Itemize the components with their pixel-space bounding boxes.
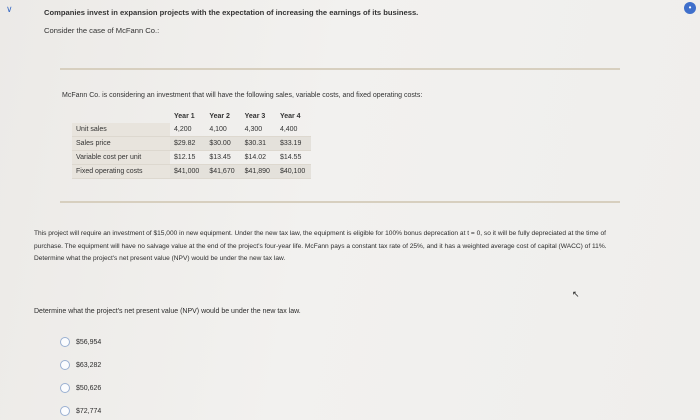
- table-row: [72, 123, 311, 137]
- cursor-arrow-icon: ↖: [572, 289, 580, 299]
- table-cell: $12.15: [170, 151, 205, 165]
- answer-option-1[interactable]: [60, 337, 101, 347]
- radio-button[interactable]: [60, 406, 70, 416]
- radio-button[interactable]: [60, 360, 70, 370]
- option-label: $63,282: [76, 361, 102, 369]
- table-cell: $13.45: [205, 151, 240, 165]
- divider-top: [60, 68, 620, 70]
- row-label: Unit sales: [72, 123, 170, 137]
- table-cell: 4,200: [170, 123, 205, 137]
- table-cell: $30.31: [241, 137, 276, 151]
- radio-button[interactable]: [60, 383, 70, 393]
- table-cell: 4,400: [276, 123, 311, 137]
- table-header-year-4: Year 4: [279, 113, 301, 120]
- table-row: [72, 151, 311, 165]
- table-header-year-3: Year 3: [244, 113, 266, 120]
- table-header-year-2: Year 2: [209, 113, 230, 120]
- table-cell: $40,100: [276, 165, 311, 179]
- row-label: Fixed operating costs: [72, 165, 170, 179]
- info-icon[interactable]: •: [684, 2, 696, 14]
- table-intro: McFann Co. is considering an investment that will have the following sales, variable costs, and fixed operating costs:: [62, 92, 423, 99]
- answer-option-2[interactable]: [60, 360, 101, 370]
- chevron-down-icon[interactable]: ∨: [6, 4, 13, 14]
- table-header-blank: [72, 110, 170, 123]
- table-cell: $41,670: [205, 165, 240, 179]
- table-cell: $14.55: [276, 151, 311, 165]
- cost-table: [72, 110, 311, 179]
- option-label: $50,626: [76, 384, 102, 392]
- radio-button[interactable]: [60, 337, 70, 347]
- row-label: Variable cost per unit: [72, 151, 170, 165]
- option-label: $72,774: [76, 407, 102, 415]
- problem-paragraph: This project will require an investment of $15,000 in new equipment. Under the new tax law, the equipment is eligible for 100% bonus deprecation at t = 0, so it will be fully depreciated at the time of purchase. The equipment will have no salvage value at the end of the project's four-year life. McFann pays a constant tax rate of 25%, and it has a weighted average cost of capital (WACC) of 11%. Determine what the project's net present value (NPV) would be under the new tax law.: [34, 230, 607, 262]
- table-cell: $41,890: [241, 165, 276, 179]
- table-cell: 4,300: [241, 123, 276, 137]
- answer-option-3[interactable]: [60, 383, 101, 393]
- table-cell: $41,000: [170, 165, 205, 179]
- table-cell: $30.00: [205, 137, 240, 151]
- option-label: $56,954: [76, 338, 102, 346]
- table-header-year-1: Year 1: [174, 113, 195, 120]
- table-row: [72, 165, 311, 179]
- table-header-row: [72, 110, 311, 123]
- table-cell: $29.82: [170, 137, 205, 151]
- table-cell: 4,100: [205, 123, 240, 137]
- table-row: [72, 137, 311, 151]
- table-cell: $33.19: [276, 137, 311, 151]
- divider-bottom: [60, 201, 620, 203]
- table-cell: $14.02: [241, 151, 276, 165]
- intro-line-2: Consider the case of McFann Co.:: [44, 26, 160, 35]
- answer-option-4[interactable]: [60, 406, 101, 416]
- intro-line-1: Companies invest in expansion projects with the expectation of increasing the earnings of its business.: [44, 8, 419, 17]
- row-label: Sales price: [72, 137, 170, 151]
- question-prompt: Determine what the project's net present value (NPV) would be under the new tax law.: [34, 308, 301, 315]
